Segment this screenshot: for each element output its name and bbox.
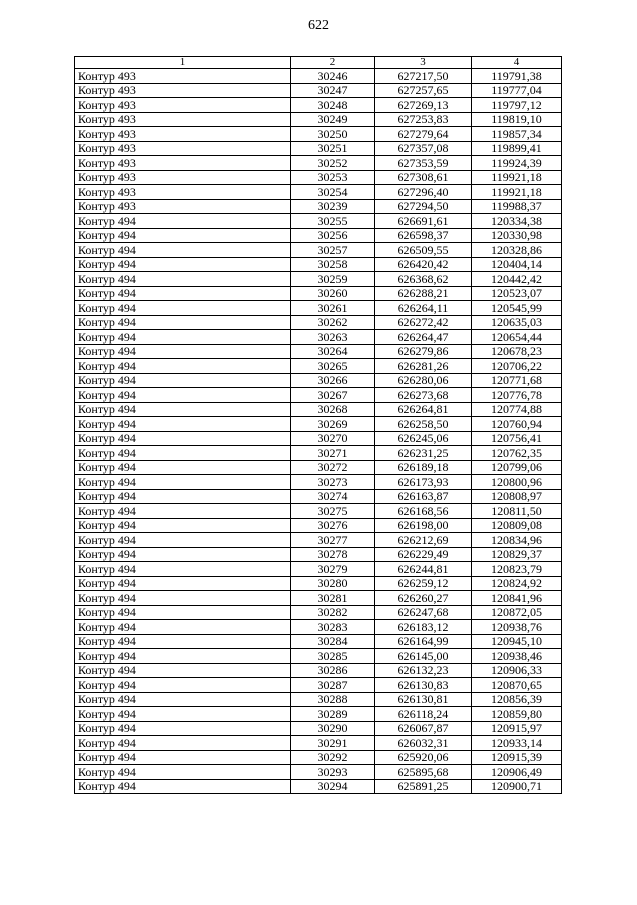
header-row xyxy=(75,57,562,69)
table-row xyxy=(75,547,562,562)
point-number-cell: 30272 xyxy=(291,460,375,475)
y-coordinate-cell: 120872,05 xyxy=(472,605,562,620)
contour-name-cell: Контур 494 xyxy=(75,330,291,345)
contour-name-cell: Контур 493 xyxy=(75,83,291,98)
contour-name-cell: Контур 494 xyxy=(75,460,291,475)
table-row xyxy=(75,98,562,113)
contour-name-cell: Контур 494 xyxy=(75,272,291,287)
y-coordinate-cell: 119921,18 xyxy=(472,170,562,185)
contour-name-cell: Контур 494 xyxy=(75,489,291,504)
contour-name-cell: Контур 494 xyxy=(75,417,291,432)
table-row xyxy=(75,83,562,98)
point-number-cell: 30276 xyxy=(291,518,375,533)
table-row xyxy=(75,344,562,359)
y-coordinate-cell: 120915,97 xyxy=(472,721,562,736)
table-row xyxy=(75,69,562,84)
y-coordinate-cell: 120545,99 xyxy=(472,301,562,316)
point-number-cell: 30286 xyxy=(291,663,375,678)
table-row xyxy=(75,518,562,533)
y-coordinate-cell: 120945,10 xyxy=(472,634,562,649)
column-header-2: 2 xyxy=(291,57,375,69)
x-coordinate-cell: 626368,62 xyxy=(375,272,472,287)
x-coordinate-cell: 626132,23 xyxy=(375,663,472,678)
point-number-cell: 30288 xyxy=(291,692,375,707)
point-number-cell: 30270 xyxy=(291,431,375,446)
x-coordinate-cell: 626245,06 xyxy=(375,431,472,446)
y-coordinate-cell: 120841,96 xyxy=(472,591,562,606)
y-coordinate-cell: 120799,06 xyxy=(472,460,562,475)
x-coordinate-cell: 626288,21 xyxy=(375,286,472,301)
point-number-cell: 30290 xyxy=(291,721,375,736)
point-number-cell: 30280 xyxy=(291,576,375,591)
point-number-cell: 30261 xyxy=(291,301,375,316)
y-coordinate-cell: 119899,41 xyxy=(472,141,562,156)
point-number-cell: 30292 xyxy=(291,750,375,765)
x-coordinate-cell: 625920,06 xyxy=(375,750,472,765)
contour-name-cell: Контур 494 xyxy=(75,576,291,591)
point-number-cell: 30265 xyxy=(291,359,375,374)
table-row xyxy=(75,446,562,461)
y-coordinate-cell: 120808,97 xyxy=(472,489,562,504)
y-coordinate-cell: 120870,65 xyxy=(472,678,562,693)
point-number-cell: 30246 xyxy=(291,69,375,84)
y-coordinate-cell: 120859,80 xyxy=(472,707,562,722)
y-coordinate-cell: 119988,37 xyxy=(472,199,562,214)
contour-name-cell: Контур 494 xyxy=(75,504,291,519)
table-row xyxy=(75,721,562,736)
table-row xyxy=(75,649,562,664)
table-row xyxy=(75,663,562,678)
y-coordinate-cell: 120771,68 xyxy=(472,373,562,388)
table-row xyxy=(75,562,562,577)
x-coordinate-cell: 626598,37 xyxy=(375,228,472,243)
table-row xyxy=(75,431,562,446)
x-coordinate-cell: 625891,25 xyxy=(375,779,472,794)
contour-name-cell: Контур 494 xyxy=(75,446,291,461)
table-row xyxy=(75,373,562,388)
point-number-cell: 30282 xyxy=(291,605,375,620)
point-number-cell: 30285 xyxy=(291,649,375,664)
contour-name-cell: Контур 494 xyxy=(75,736,291,751)
point-number-cell: 30269 xyxy=(291,417,375,432)
x-coordinate-cell: 626130,81 xyxy=(375,692,472,707)
y-coordinate-cell: 119797,12 xyxy=(472,98,562,113)
y-coordinate-cell: 120823,79 xyxy=(472,562,562,577)
x-coordinate-cell: 627253,83 xyxy=(375,112,472,127)
contour-name-cell: Контур 493 xyxy=(75,98,291,113)
table-row xyxy=(75,228,562,243)
y-coordinate-cell: 120938,46 xyxy=(472,649,562,664)
x-coordinate-cell: 626067,87 xyxy=(375,721,472,736)
coordinates-table xyxy=(74,56,562,794)
table-row xyxy=(75,330,562,345)
y-coordinate-cell: 119924,39 xyxy=(472,156,562,171)
x-coordinate-cell: 627308,61 xyxy=(375,170,472,185)
point-number-cell: 30277 xyxy=(291,533,375,548)
y-coordinate-cell: 120523,07 xyxy=(472,286,562,301)
table-row xyxy=(75,489,562,504)
x-coordinate-cell: 627217,50 xyxy=(375,69,472,84)
point-number-cell: 30275 xyxy=(291,504,375,519)
contour-name-cell: Контур 494 xyxy=(75,692,291,707)
y-coordinate-cell: 120334,38 xyxy=(472,214,562,229)
table-row xyxy=(75,605,562,620)
contour-name-cell: Контур 494 xyxy=(75,402,291,417)
x-coordinate-cell: 627279,64 xyxy=(375,127,472,142)
x-coordinate-cell: 626260,27 xyxy=(375,591,472,606)
page-number: 622 xyxy=(308,18,329,33)
contour-name-cell: Контур 494 xyxy=(75,634,291,649)
x-coordinate-cell: 626163,87 xyxy=(375,489,472,504)
x-coordinate-cell: 625895,68 xyxy=(375,765,472,780)
point-number-cell: 30258 xyxy=(291,257,375,272)
point-number-cell: 30284 xyxy=(291,634,375,649)
x-coordinate-cell: 626281,26 xyxy=(375,359,472,374)
table-row xyxy=(75,533,562,548)
y-coordinate-cell: 119921,18 xyxy=(472,185,562,200)
y-coordinate-cell: 120834,96 xyxy=(472,533,562,548)
table-row xyxy=(75,475,562,490)
y-coordinate-cell: 120906,49 xyxy=(472,765,562,780)
x-coordinate-cell: 626264,81 xyxy=(375,402,472,417)
x-coordinate-cell: 626272,42 xyxy=(375,315,472,330)
contour-name-cell: Контур 493 xyxy=(75,127,291,142)
contour-name-cell: Контур 494 xyxy=(75,750,291,765)
x-coordinate-cell: 626198,00 xyxy=(375,518,472,533)
point-number-cell: 30259 xyxy=(291,272,375,287)
point-number-cell: 30254 xyxy=(291,185,375,200)
point-number-cell: 30266 xyxy=(291,373,375,388)
point-number-cell: 30281 xyxy=(291,591,375,606)
table-row xyxy=(75,112,562,127)
table-row xyxy=(75,504,562,519)
x-coordinate-cell: 627257,65 xyxy=(375,83,472,98)
x-coordinate-cell: 626118,24 xyxy=(375,707,472,722)
table-row xyxy=(75,620,562,635)
point-number-cell: 30263 xyxy=(291,330,375,345)
point-number-cell: 30294 xyxy=(291,779,375,794)
table-header xyxy=(75,57,562,69)
table-row xyxy=(75,214,562,229)
x-coordinate-cell: 626189,18 xyxy=(375,460,472,475)
x-coordinate-cell: 626509,55 xyxy=(375,243,472,258)
table-row xyxy=(75,779,562,794)
column-header-4: 4 xyxy=(472,57,562,69)
point-number-cell: 30248 xyxy=(291,98,375,113)
point-number-cell: 30278 xyxy=(291,547,375,562)
y-coordinate-cell: 120678,23 xyxy=(472,344,562,359)
contour-name-cell: Контур 494 xyxy=(75,214,291,229)
contour-name-cell: Контур 494 xyxy=(75,359,291,374)
table-row xyxy=(75,141,562,156)
x-coordinate-cell: 626420,42 xyxy=(375,257,472,272)
x-coordinate-cell: 627357,08 xyxy=(375,141,472,156)
contour-name-cell: Контур 494 xyxy=(75,721,291,736)
x-coordinate-cell: 626264,11 xyxy=(375,301,472,316)
contour-name-cell: Контур 494 xyxy=(75,344,291,359)
contour-name-cell: Контур 493 xyxy=(75,185,291,200)
table-row xyxy=(75,417,562,432)
contour-name-cell: Контур 494 xyxy=(75,373,291,388)
table-row xyxy=(75,591,562,606)
y-coordinate-cell: 120824,92 xyxy=(472,576,562,591)
x-coordinate-cell: 626279,86 xyxy=(375,344,472,359)
point-number-cell: 30293 xyxy=(291,765,375,780)
x-coordinate-cell: 627296,40 xyxy=(375,185,472,200)
point-number-cell: 30267 xyxy=(291,388,375,403)
contour-name-cell: Контур 494 xyxy=(75,243,291,258)
x-coordinate-cell: 626212,69 xyxy=(375,533,472,548)
table-row xyxy=(75,301,562,316)
point-number-cell: 30249 xyxy=(291,112,375,127)
x-coordinate-cell: 627269,13 xyxy=(375,98,472,113)
contour-name-cell: Контур 494 xyxy=(75,591,291,606)
contour-name-cell: Контур 494 xyxy=(75,257,291,272)
point-number-cell: 30250 xyxy=(291,127,375,142)
y-coordinate-cell: 120856,39 xyxy=(472,692,562,707)
x-coordinate-cell: 626231,25 xyxy=(375,446,472,461)
x-coordinate-cell: 626032,31 xyxy=(375,736,472,751)
table-row xyxy=(75,750,562,765)
contour-name-cell: Контур 494 xyxy=(75,431,291,446)
y-coordinate-cell: 120900,71 xyxy=(472,779,562,794)
table-row xyxy=(75,199,562,214)
x-coordinate-cell: 626244,81 xyxy=(375,562,472,577)
contour-name-cell: Контур 494 xyxy=(75,765,291,780)
y-coordinate-cell: 120330,98 xyxy=(472,228,562,243)
table-row xyxy=(75,576,562,591)
point-number-cell: 30287 xyxy=(291,678,375,693)
x-coordinate-cell: 626259,12 xyxy=(375,576,472,591)
y-coordinate-cell: 120933,14 xyxy=(472,736,562,751)
contour-name-cell: Контур 493 xyxy=(75,69,291,84)
contour-name-cell: Контур 494 xyxy=(75,649,291,664)
table-row xyxy=(75,692,562,707)
table-row xyxy=(75,243,562,258)
contour-name-cell: Контур 494 xyxy=(75,562,291,577)
point-number-cell: 30291 xyxy=(291,736,375,751)
contour-name-cell: Контур 493 xyxy=(75,156,291,171)
table-row xyxy=(75,736,562,751)
y-coordinate-cell: 120800,96 xyxy=(472,475,562,490)
point-number-cell: 30264 xyxy=(291,344,375,359)
x-coordinate-cell: 626258,50 xyxy=(375,417,472,432)
column-header-3: 3 xyxy=(375,57,472,69)
contour-name-cell: Контур 494 xyxy=(75,605,291,620)
y-coordinate-cell: 120809,08 xyxy=(472,518,562,533)
point-number-cell: 30273 xyxy=(291,475,375,490)
y-coordinate-cell: 120774,88 xyxy=(472,402,562,417)
contour-name-cell: Контур 494 xyxy=(75,678,291,693)
y-coordinate-cell: 119857,34 xyxy=(472,127,562,142)
point-number-cell: 30253 xyxy=(291,170,375,185)
table-row xyxy=(75,388,562,403)
contour-name-cell: Контур 494 xyxy=(75,620,291,635)
table-row xyxy=(75,257,562,272)
x-coordinate-cell: 626229,49 xyxy=(375,547,472,562)
y-coordinate-cell: 120811,50 xyxy=(472,504,562,519)
point-number-cell: 30256 xyxy=(291,228,375,243)
y-coordinate-cell: 120442,42 xyxy=(472,272,562,287)
table-row xyxy=(75,460,562,475)
x-coordinate-cell: 626247,68 xyxy=(375,605,472,620)
x-coordinate-cell: 626183,12 xyxy=(375,620,472,635)
y-coordinate-cell: 120404,14 xyxy=(472,257,562,272)
point-number-cell: 30239 xyxy=(291,199,375,214)
contour-name-cell: Контур 494 xyxy=(75,475,291,490)
contour-name-cell: Контур 493 xyxy=(75,199,291,214)
table-row xyxy=(75,127,562,142)
y-coordinate-cell: 120938,76 xyxy=(472,620,562,635)
contour-name-cell: Контур 493 xyxy=(75,170,291,185)
y-coordinate-cell: 120906,33 xyxy=(472,663,562,678)
x-coordinate-cell: 626145,00 xyxy=(375,649,472,664)
y-coordinate-cell: 120762,35 xyxy=(472,446,562,461)
point-number-cell: 30289 xyxy=(291,707,375,722)
y-coordinate-cell: 120635,03 xyxy=(472,315,562,330)
contour-name-cell: Контур 494 xyxy=(75,315,291,330)
table-row xyxy=(75,315,562,330)
contour-name-cell: Контур 494 xyxy=(75,388,291,403)
x-coordinate-cell: 626164,99 xyxy=(375,634,472,649)
contour-name-cell: Контур 494 xyxy=(75,533,291,548)
x-coordinate-cell: 626280,06 xyxy=(375,373,472,388)
x-coordinate-cell: 627294,50 xyxy=(375,199,472,214)
contour-name-cell: Контур 494 xyxy=(75,707,291,722)
table-row xyxy=(75,156,562,171)
y-coordinate-cell: 120706,22 xyxy=(472,359,562,374)
point-number-cell: 30274 xyxy=(291,489,375,504)
table-row xyxy=(75,185,562,200)
table-row xyxy=(75,402,562,417)
point-number-cell: 30283 xyxy=(291,620,375,635)
point-number-cell: 30247 xyxy=(291,83,375,98)
y-coordinate-cell: 119777,04 xyxy=(472,83,562,98)
y-coordinate-cell: 119819,10 xyxy=(472,112,562,127)
point-number-cell: 30251 xyxy=(291,141,375,156)
table-row xyxy=(75,170,562,185)
y-coordinate-cell: 120829,37 xyxy=(472,547,562,562)
x-coordinate-cell: 626273,68 xyxy=(375,388,472,403)
x-coordinate-cell: 626168,56 xyxy=(375,504,472,519)
contour-name-cell: Контур 494 xyxy=(75,228,291,243)
point-number-cell: 30271 xyxy=(291,446,375,461)
x-coordinate-cell: 626691,61 xyxy=(375,214,472,229)
x-coordinate-cell: 627353,59 xyxy=(375,156,472,171)
table-body xyxy=(75,69,562,794)
contour-name-cell: Контур 494 xyxy=(75,286,291,301)
contour-name-cell: Контур 493 xyxy=(75,141,291,156)
point-number-cell: 30255 xyxy=(291,214,375,229)
contour-name-cell: Контур 494 xyxy=(75,663,291,678)
point-number-cell: 30279 xyxy=(291,562,375,577)
contour-name-cell: Контур 494 xyxy=(75,779,291,794)
point-number-cell: 30257 xyxy=(291,243,375,258)
x-coordinate-cell: 626264,47 xyxy=(375,330,472,345)
column-header-1: 1 xyxy=(75,57,291,69)
point-number-cell: 30268 xyxy=(291,402,375,417)
table-row xyxy=(75,765,562,780)
y-coordinate-cell: 120915,39 xyxy=(472,750,562,765)
contour-name-cell: Контур 494 xyxy=(75,547,291,562)
table-row xyxy=(75,359,562,374)
table-row xyxy=(75,634,562,649)
contour-name-cell: Контур 493 xyxy=(75,112,291,127)
y-coordinate-cell: 119791,38 xyxy=(472,69,562,84)
x-coordinate-cell: 626130,83 xyxy=(375,678,472,693)
y-coordinate-cell: 120654,44 xyxy=(472,330,562,345)
contour-name-cell: Контур 494 xyxy=(75,301,291,316)
y-coordinate-cell: 120760,94 xyxy=(472,417,562,432)
point-number-cell: 30252 xyxy=(291,156,375,171)
table-row xyxy=(75,678,562,693)
table-row xyxy=(75,707,562,722)
y-coordinate-cell: 120776,78 xyxy=(472,388,562,403)
table-row xyxy=(75,272,562,287)
y-coordinate-cell: 120756,41 xyxy=(472,431,562,446)
point-number-cell: 30262 xyxy=(291,315,375,330)
table-row xyxy=(75,286,562,301)
y-coordinate-cell: 120328,86 xyxy=(472,243,562,258)
point-number-cell: 30260 xyxy=(291,286,375,301)
contour-name-cell: Контур 494 xyxy=(75,518,291,533)
x-coordinate-cell: 626173,93 xyxy=(375,475,472,490)
